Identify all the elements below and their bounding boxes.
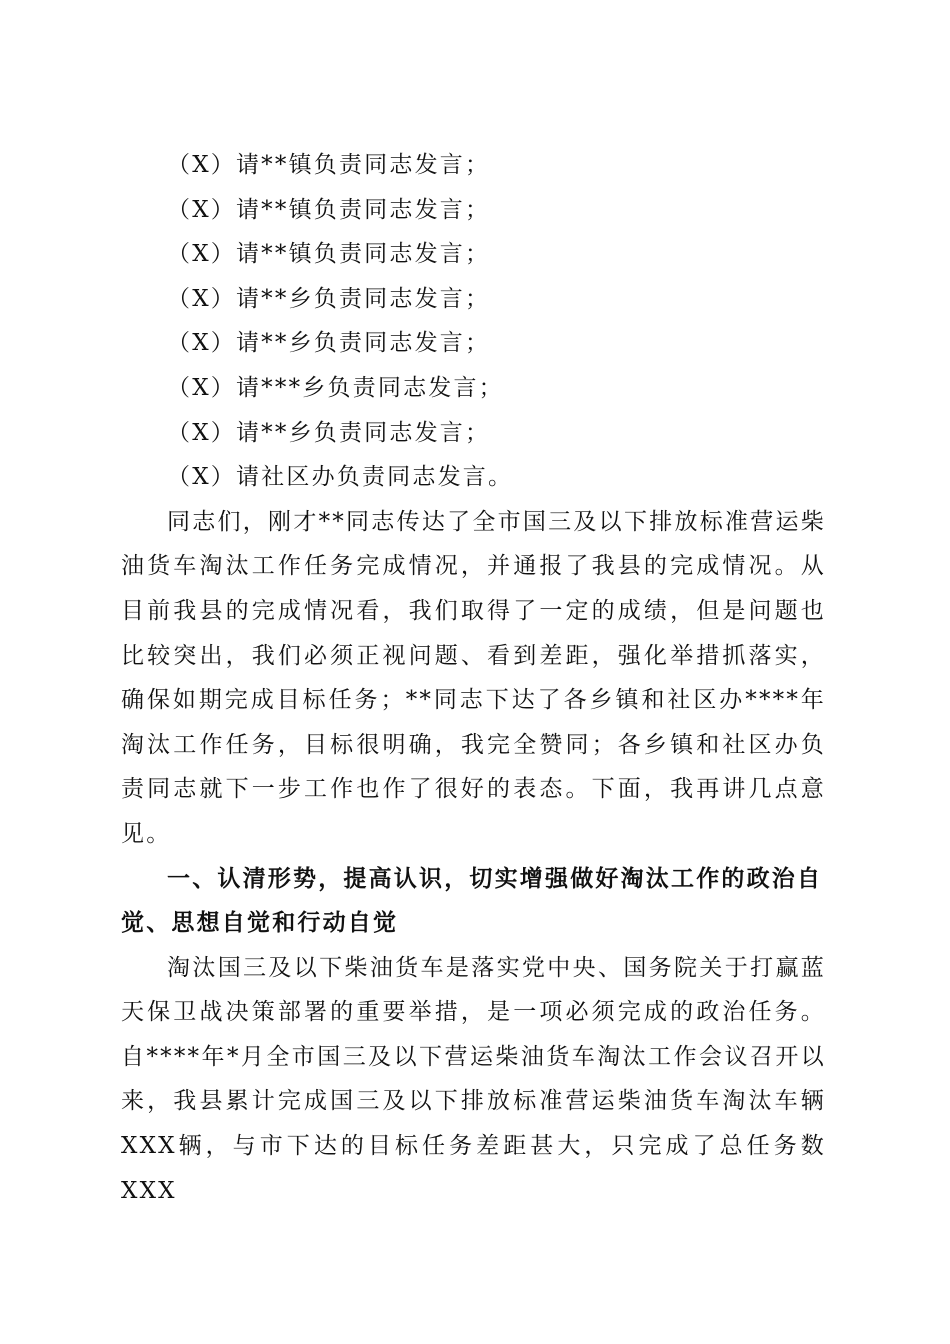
speaker-list-item: （X）请**镇负责同志发言；: [167, 241, 491, 268]
speaker-list-item: （X）请**镇负责同志发言；: [167, 152, 491, 178]
section-heading: 一、认清形势，提高认识，切实增强做好淘汰工作的政治自觉、思想自觉和行动自觉: [121, 865, 823, 937]
section-paragraph: 淘汰国三及以下柴油货车是落实党中央、国务院关于打赢蓝天保卫战决策部署的重要举措，是一项必须完成的政治任务。自****年*月全市国三及以下营运柴油货车淘汰工作会议召开以来，我县累计完成国三及以下排放标准营运柴油货车淘汰车辆XXX辆，与市下达的目标任务差距甚大，只完成了总任务数XXX: [121, 954, 826, 1204]
speaker-list-item: （X）请**乡负责同志发言；: [167, 419, 491, 446]
speaker-list-item: （X）请***乡负责同志发言；: [167, 374, 504, 401]
intro-paragraph: 同志们，刚才**同志传达了全市国三及以下排放标准营运柴油货车淘汰工作任务完成情况，并通报了我县的完成情况。从目前我县的完成情况看，我们取得了一定的成绩，但是问题也比较突出，我们必须正视问题、看到差距，强化举措抓落实，确保如期完成目标任务；**同志下达了各乡镇和社区办****年淘汰工作任务，目标很明确，我完全赞同；各乡镇和社区办负责同志就下一步工作也作了很好的表态。下面，我再讲几点意见。: [121, 508, 826, 847]
speaker-list-item: （X）请社区办负责同志发言。: [167, 464, 514, 491]
speaker-list-item: （X）请**乡负责同志发言；: [167, 285, 491, 312]
document-body: [121, 143, 826, 1213]
speaker-list-item: （X）请**乡负责同志发言；: [167, 330, 491, 357]
speaker-list-item: （X）请**镇负责同志发言；: [167, 196, 491, 223]
